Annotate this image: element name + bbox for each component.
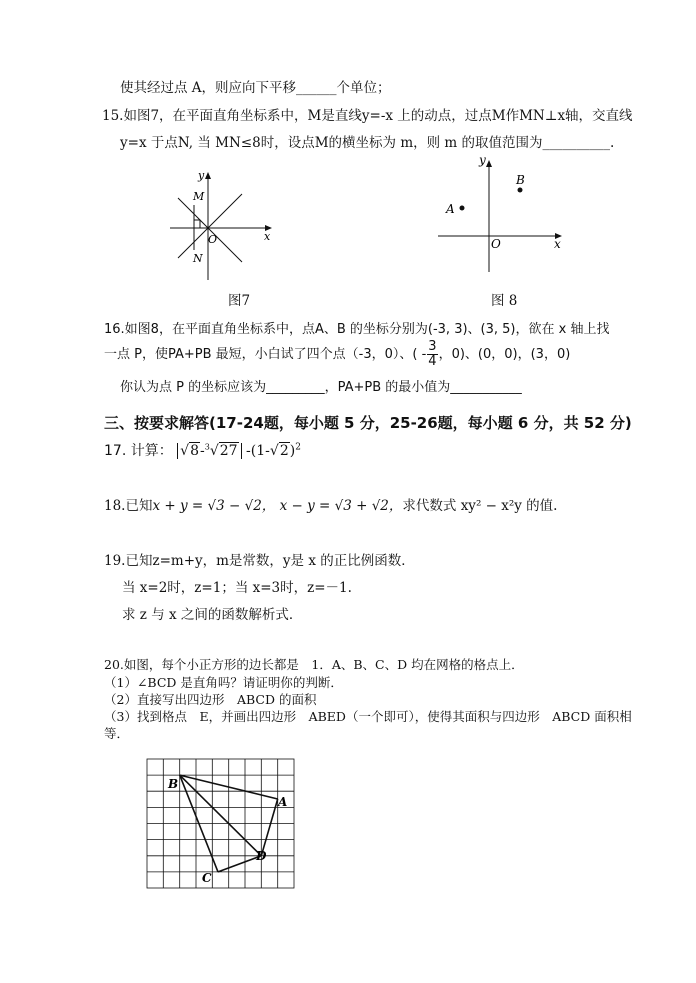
fig8-caption: 图 8 <box>491 293 518 309</box>
q16-line3: 你认为点 P 的坐标应该为_________，PA+PB 的最小值为___________ <box>120 380 522 395</box>
q18-eq1: x + y = √3 − √2， <box>152 498 276 514</box>
q17-prefix: 17. 计算： <box>104 443 173 459</box>
fig8-label-x: x <box>554 237 561 251</box>
figure-7 <box>160 160 290 290</box>
q20-line3: （2）直接写出四边形 ABCD 的面积 <box>104 692 317 707</box>
fig7-label-x: x <box>264 230 271 243</box>
q17-rad-27: 27 <box>219 443 238 459</box>
q20-line5: 等． <box>104 726 130 741</box>
fig8-y-arrow <box>486 160 492 167</box>
q16-line2-post: ，0)、(0，0)，(3，0) <box>438 347 571 362</box>
section-3-heading: 三、按要求解答(17-24题，每小题 5 分，25-26题，每小题 6 分，共 52 分) <box>104 414 632 432</box>
q20-side-dc <box>218 856 261 872</box>
q15-line1: 15.如图7，在平面直角坐标系中，M是直线y=-x 上的动点，过点M作MN⊥x轴，交直线 <box>102 108 633 124</box>
q18-tail: 求代数式 xy² − x²y 的值. <box>402 498 558 514</box>
fig7-y-arrow <box>205 172 211 179</box>
q20-grid-figure <box>146 758 296 890</box>
q17-exponent: 2 <box>295 442 301 453</box>
q17-expression: √8-$^3$√27 $-(1-√2)^2$ <box>177 443 301 459</box>
fig7-label-o: O <box>208 233 218 246</box>
q16-line2-pre: 一点 P，使PA+PB 最短，小白试了四个点（-3，0）、( - <box>104 347 427 362</box>
q20-label-d: D <box>256 849 267 863</box>
q19-line1: 19.已知z=m+y，m是常数，y是 x 的正比例函数． <box>104 553 415 569</box>
fig7-label-n: N <box>193 252 203 265</box>
q16-frac-num: 3 <box>428 339 437 354</box>
fig8-label-a: A <box>446 202 455 216</box>
q19-line2: 当 x=2时，z=1；当 x=3时，z=－1. <box>122 580 352 596</box>
q16-frac-den: 4 <box>428 354 437 369</box>
q15-line2: y=x 于点N, 当 MN≤8时，设点M的横坐标为 m，则 m 的取值范围为__________. <box>120 135 615 151</box>
fig7-label-y: y <box>198 169 205 182</box>
q16-line1: 16.如图8，在平面直角坐标系中，点A、B 的坐标分别为(-3, 3)、(3, 5)，欲在 x 轴上找 <box>104 322 610 337</box>
q14-tail: 使其经过点 A，则应向下平移______个单位； <box>120 80 391 96</box>
q18-eq2: x − y = √3 + √2， <box>279 498 403 514</box>
q17-line <box>104 440 301 460</box>
fig8-label-y: y <box>479 153 486 167</box>
fig7-line-y-eq-neg-x <box>178 198 242 262</box>
fig8-label-b: B <box>516 173 525 187</box>
q17-rad-8: 8 <box>190 443 200 459</box>
q20-line4: （3）找到格点 E，并画出四边形 ABED（一个即可），使得其面积与四边形 ABCD 面积相 <box>104 709 632 724</box>
q18-prefix: 18.已知 <box>104 498 153 514</box>
q18-line <box>104 494 557 514</box>
fig7-line-y-eq-x <box>178 194 242 258</box>
q16-line2 <box>104 340 570 369</box>
q20-line1: 20.如图，每个小正方形的边长都是 1．A、B、C、D 均在网格的格点上． <box>104 657 524 672</box>
q20-line2: （1）∠BCD 是直角吗？请证明你的判断． <box>104 675 343 690</box>
q17-cube-index: 3 <box>204 442 210 452</box>
fig8-point-a <box>460 206 465 211</box>
fig8-point-b <box>518 188 523 193</box>
fig8-label-o: O <box>491 237 501 251</box>
q20-diagonal-bd <box>180 775 262 856</box>
fig7-right-angle-mark <box>194 220 200 228</box>
q17-rad-2: 2 <box>279 443 289 459</box>
q17-one-minus: 1- <box>256 443 270 459</box>
q20-label-a: A <box>278 795 288 809</box>
q19-line3: 求 z 与 x 之间的函数解析式． <box>122 607 303 623</box>
figure-8 <box>430 150 580 280</box>
fig7-caption: 图7 <box>228 293 251 309</box>
fig7-label-m: M <box>193 190 205 203</box>
q16-fraction <box>427 340 437 369</box>
q20-label-c: C <box>202 871 212 885</box>
q20-label-b: B <box>168 777 179 791</box>
